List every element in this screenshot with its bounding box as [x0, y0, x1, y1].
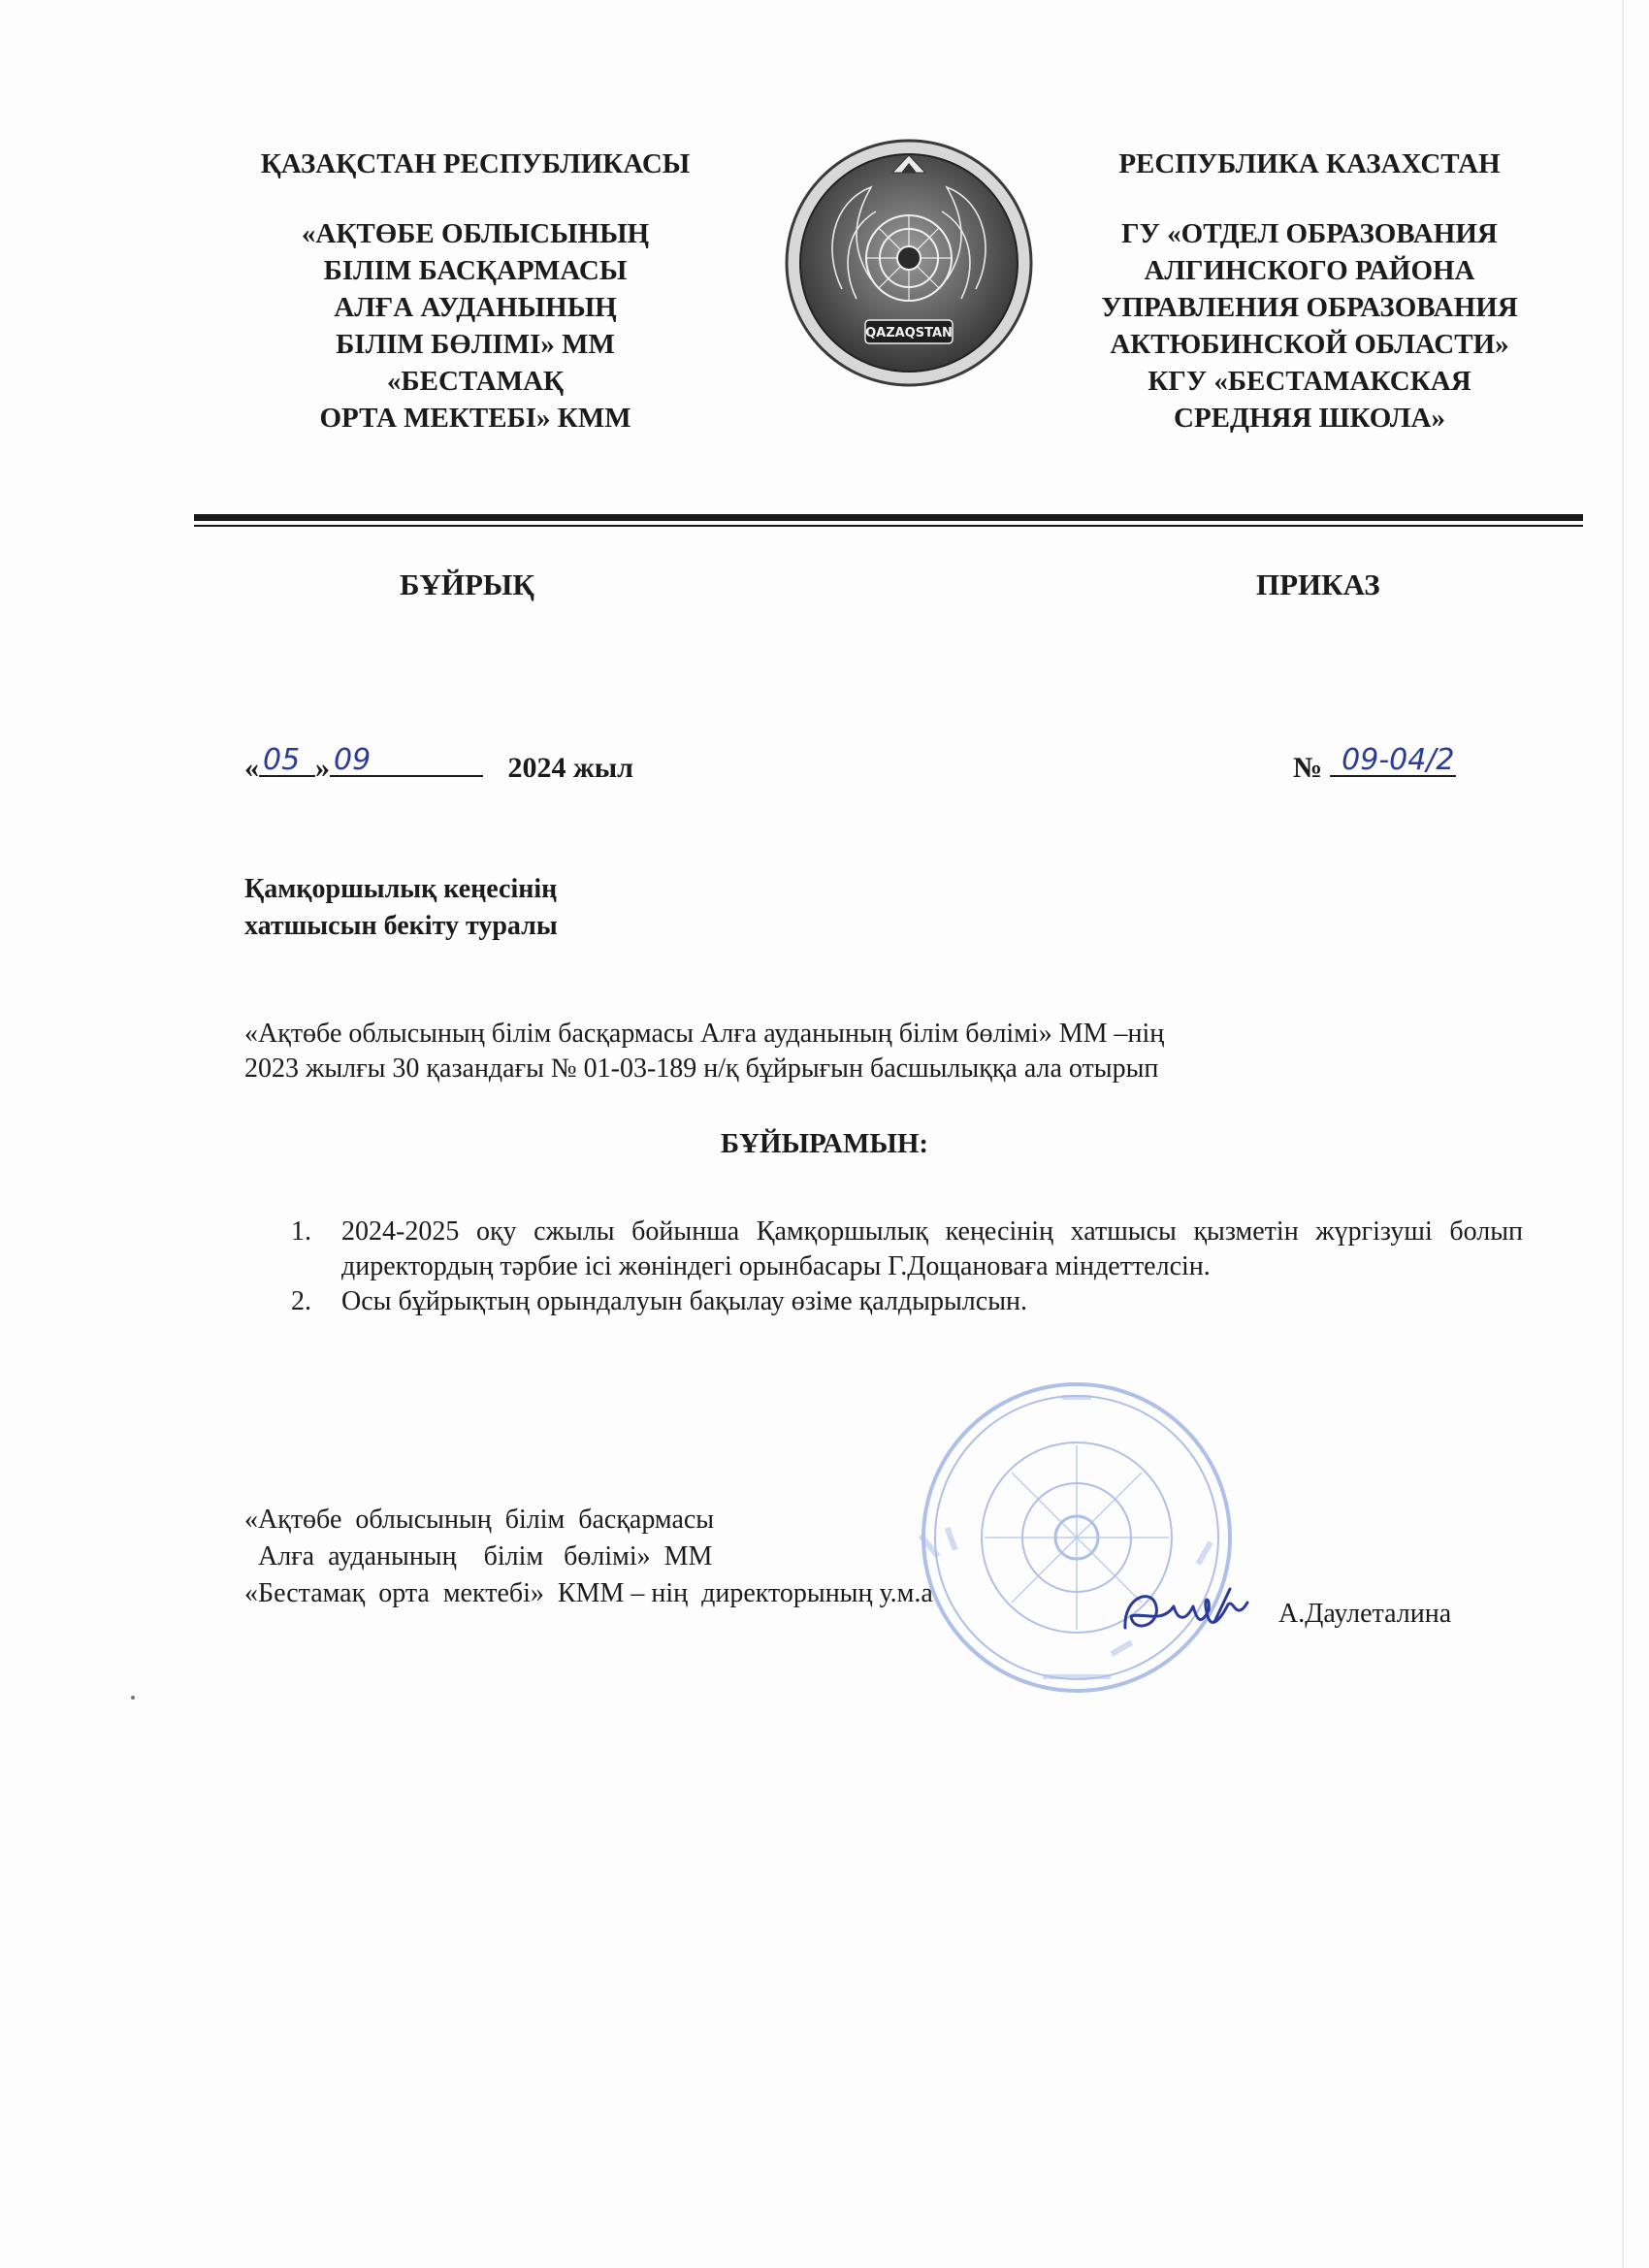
handwritten-signature-icon [1114, 1577, 1259, 1645]
orders-heading: БҰЙЫРАМЫН: [720, 1128, 929, 1159]
date-close-quote: » [315, 752, 330, 784]
official-stamp-icon [917, 1377, 1237, 1698]
order-item-text: 2024-2025 оқу сжылы бойынша Қамқоршылық кеңесінің хатшысы қызметін жүргізуші болып директордың тәрбие ісі жөніндегі орынбасары Г.Дощановаға міндеттелсін. [341, 1216, 1523, 1281]
order-item-text: Осы бұйрықтың орындалуын бақылау өзіме қалдырылсын. [341, 1286, 1027, 1316]
date-open-quote: « [244, 752, 259, 784]
date-day-handwritten: 05 [263, 743, 301, 777]
header-left-country: ҚАЗАҚСТАН РЕСПУБЛИКАСЫ [260, 148, 691, 179]
header-left-kazakh [223, 146, 728, 437]
order-item [291, 1284, 1523, 1319]
order-number [1293, 743, 1456, 785]
header-divider-thin [194, 525, 1583, 527]
order-item [291, 1215, 1523, 1284]
date-month-handwritten: 09 [334, 743, 372, 777]
order-subject: Қамқоршылық кеңесінің хатшысын бекіту туралы [244, 874, 558, 941]
signature-block: «Ақтөбе облысының білім басқармасы Алға ауданының білім бөлімі» ММ «Бестамақ орта мектебі» КММ – нің директорының у.м.а [244, 1505, 933, 1608]
order-date [244, 743, 634, 785]
date-month-blank [330, 743, 483, 777]
header-right-organization: ГУ «ОТДЕЛ ОБРАЗОВАНИЯ АЛГИНСКОГО РАЙОНА УПРАВЛЕНИЯ ОБРАЗОВАНИЯ АКТЮБИНСКОЙ ОБЛАСТИ» КГУ «БЕСТАМАКСКАЯ СРЕДНЯЯ ШКОЛА» [1101, 218, 1518, 434]
doc-type-kazakh: БҰЙРЫҚ [400, 567, 534, 601]
doc-type-russian: ПРИКАЗ [1256, 567, 1380, 601]
order-item-number: 2. [291, 1286, 311, 1316]
header-right-russian [1057, 146, 1562, 437]
header-left-organization: «АҚТӨБЕ ОБЛЫСЫНЫҢ БІЛІМ БАСҚАРМАСЫ АЛҒА АУДАНЫНЫҢ БІЛІМ БӨЛІМІ» ММ «БЕСТАМАҚ ОРТА МЕКТЕБІ» КММ [301, 218, 650, 434]
state-emblem-icon [784, 134, 1034, 392]
number-handwritten: 09-04/2 [1342, 743, 1455, 777]
order-items [291, 1215, 1523, 1319]
header-divider-thick [194, 514, 1583, 521]
signer-name: А.Даулеталина [1278, 1599, 1452, 1629]
header-right-country: РЕСПУБЛИКА КАЗАХСТАН [1118, 148, 1501, 179]
date-day-blank [259, 743, 315, 777]
number-blank [1330, 743, 1456, 777]
order-preamble: «Ақтөбе облысының білім басқармасы Алға ауданының білім бөлімі» ММ –нің 2023 жылғы 30 қазандағы № 01-03-189 н/қ бұйрығын басшылыққа ала отырып [244, 1019, 1165, 1084]
emblem-text: QAZAQSTAN [865, 326, 953, 340]
number-label: № [1293, 752, 1323, 784]
date-year: 2024 жыл [507, 752, 634, 784]
scan-speck [131, 1696, 135, 1700]
order-item-number: 1. [291, 1216, 311, 1247]
